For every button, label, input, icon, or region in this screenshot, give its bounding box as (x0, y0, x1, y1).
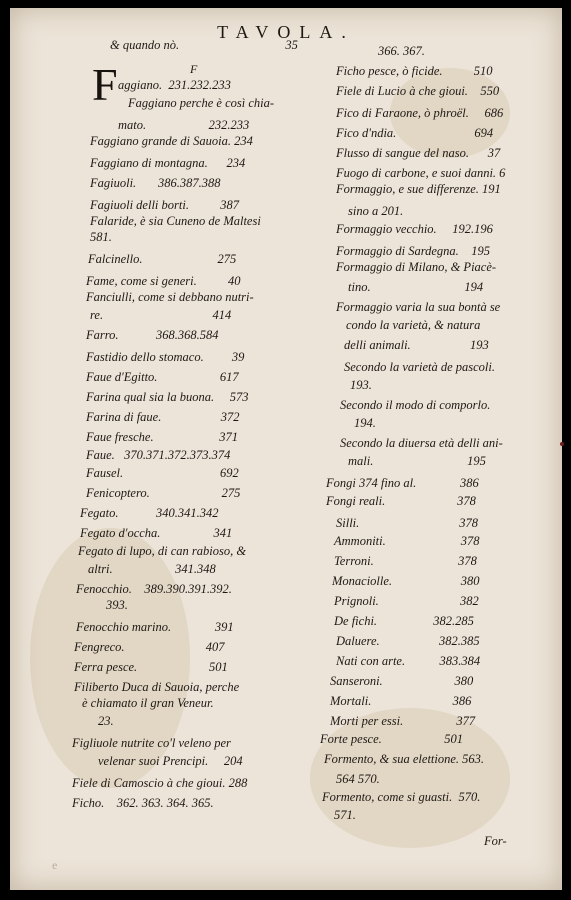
margin-dot (560, 442, 564, 446)
drop-cap: F (92, 59, 118, 110)
left-index-entry: Falaride, è sia Cuneno de Maltesi (90, 214, 261, 228)
right-index-entry: De fichi. 382.285 (334, 614, 474, 628)
right-index-entry: Ammoniti. 378 (334, 534, 480, 548)
left-index-entry: Ficho. 362. 363. 364. 365. (72, 796, 214, 810)
right-index-entry: Formaggio vecchio. 192.196 (336, 222, 493, 236)
right-index-entry: Terroni. 378 (334, 554, 477, 568)
right-index-entry: Fiele di Lucio à che gioui. 550 (336, 84, 500, 98)
right-index-entry: 571. (334, 808, 356, 822)
right-index-entry: Mortali. 386 (330, 694, 472, 708)
right-index-entry: Morti per essi. 377 (330, 714, 476, 728)
left-index-entry: Farina qual sia la buona. 573 (86, 390, 249, 404)
left-index-entry: altri. 341.348 (88, 562, 216, 576)
right-index-entry: sino a 201. (348, 204, 404, 218)
right-index-entry: delli animali. 193 (344, 338, 489, 352)
right-index-entry: 194. (354, 416, 376, 430)
left-index-entry: Fiele di Camoscio à che gioui. 288 (72, 776, 248, 790)
left-index-entry: Fenicoptero. 275 (86, 486, 241, 500)
right-index-entry: Fongi 374 fino al. 386 (326, 476, 479, 490)
left-index-entry: Figliuole nutrite co'l veleno per (72, 736, 231, 750)
section-letter: F (190, 62, 198, 76)
right-index-entry: Secondo la diuersa età delli ani- (340, 436, 503, 450)
left-index-entry: Fenocchio marino. 391 (76, 620, 234, 634)
left-index-entry: Fame, come si generi. 40 (86, 274, 241, 288)
left-index-entry: Farina di faue. 372 (86, 410, 240, 424)
right-index-entry: Secondo la varietà de pascoli. (344, 360, 496, 374)
left-index-entry: Fegato d'occha. 341 (80, 526, 233, 540)
running-title: TAVOLA. (217, 22, 355, 42)
left-index-entry: Faue. 370.371.372.373.374 (86, 448, 231, 462)
left-index-entry: aggiano. 231.232.233 (118, 78, 231, 92)
right-index-entry: Formaggio, e sue differenze. 191 (336, 182, 501, 196)
left-index-entry: Fenocchio. 389.390.391.392. (76, 582, 232, 596)
right-index-entry: Fuogo di carbone, e suoi danni. 6 (336, 166, 506, 180)
right-index-entry: Ficho pesce, ò ficide. 510 (336, 64, 493, 78)
right-index-entry: tino. 194 (348, 280, 484, 294)
right-index-entry: Formaggio varia la sua bontà se (336, 300, 501, 314)
left-index-entry: Farro. 368.368.584 (86, 328, 219, 342)
right-index-entry: Formaggio di Sardegna. 195 (336, 244, 491, 258)
left-index-entry: mato. 232.233 (118, 118, 250, 132)
left-index-entry: Fanciulli, come si debbano nutri- (86, 290, 254, 304)
right-index-entry: Flusso di sangue del naso. 37 (336, 146, 501, 160)
right-index-entry: Secondo il modo di comporlo. (340, 398, 491, 412)
right-index-entry: mali. 195 (348, 454, 486, 468)
left-index-entry: Faue fresche. 371 (86, 430, 238, 444)
right-index-entry: Prignoli. 382 (334, 594, 479, 608)
right-index-entry: Formento, come si guasti. 570. (322, 790, 481, 804)
right-index-entry: Silli. 378 (336, 516, 479, 530)
right-index-entry: 193. (350, 378, 372, 392)
right-index-entry: Fongi reali. 378 (326, 494, 476, 508)
paper-sheet (10, 8, 562, 890)
catchword: For- (484, 834, 507, 848)
right-index-entry: Monaciolle. 380 (332, 574, 480, 588)
right-index-entry: Formaggio di Milano, & Piacè- (336, 260, 497, 274)
left-index-entry: Faggiano di montagna. 234 (90, 156, 246, 170)
right-index-entry: 366. 367. (378, 44, 425, 58)
left-index-entry: Fegato. 340.341.342 (80, 506, 219, 520)
left-index-entry: Ferra pesce. 501 (74, 660, 228, 674)
right-index-entry: Forte pesce. 501 (320, 732, 464, 746)
left-index-entry: Fausel. 692 (86, 466, 239, 480)
right-index-entry: 564 570. (336, 772, 380, 786)
right-index-entry: Formento, & sua elettione. 563. (324, 752, 485, 766)
left-index-entry: 23. (98, 714, 114, 728)
right-index-entry: condo la varietà, & natura (346, 318, 481, 332)
right-index-entry: Fico d'ndia. 694 (336, 126, 494, 140)
left-index-entry: Fegato di lupo, di can rabioso, & (78, 544, 247, 558)
margin-mark: e (52, 858, 58, 872)
right-index-entry: Daluere. 382.385 (336, 634, 480, 648)
left-index-entry: Falcinello. 275 (88, 252, 237, 266)
right-index-entry: Sanseroni. 380 (330, 674, 474, 688)
left-index-entry: Fastidio dello stomaco. 39 (86, 350, 245, 364)
left-index-entry: Faggiano grande di Sauoia. 234 (90, 134, 253, 148)
right-index-entry: Nati con arte. 383.384 (336, 654, 481, 668)
left-index-entry: velenar suoi Prencipi. 204 (98, 754, 243, 768)
left-index-entry: Faggiano perche è così chia- (128, 96, 275, 110)
left-index-entry: & quando nò. 35 (110, 38, 298, 52)
left-index-entry: Fagiuoli. 386.387.388 (90, 176, 221, 190)
left-index-entry: è chiamato il gran Veneur. (82, 696, 214, 710)
left-index-entry: re. 414 (90, 308, 232, 322)
left-index-entry: Fengreco. 407 (74, 640, 225, 654)
left-index-entry: Filiberto Duca di Sauoia, perche (74, 680, 240, 694)
left-index-entry: 393. (106, 598, 128, 612)
right-index-entry: Fico di Faraone, ò phroël. 686 (336, 106, 504, 120)
left-index-entry: Faue d'Egitto. 617 (86, 370, 239, 384)
left-index-entry: 581. (90, 230, 112, 244)
left-index-entry: Fagiuoli delli borti. 387 (90, 198, 239, 212)
